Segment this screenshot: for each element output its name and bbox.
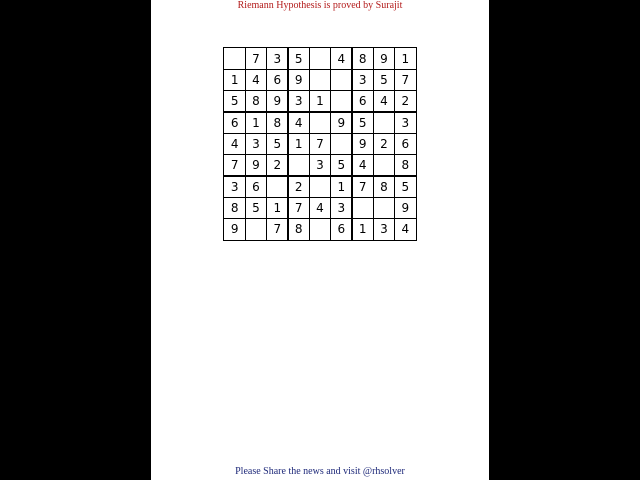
sudoku-cell[interactable]: 2 <box>401 94 410 109</box>
sudoku-cell[interactable]: 4 <box>316 200 324 215</box>
sudoku-cell[interactable]: 3 <box>294 94 303 109</box>
sudoku-cell[interactable]: 5 <box>252 200 260 215</box>
sudoku-cell[interactable] <box>309 112 330 133</box>
sudoku-cell[interactable] <box>373 112 394 133</box>
sudoku-cell[interactable]: 6 <box>401 136 410 151</box>
sudoku-cell[interactable]: 3 <box>273 51 282 66</box>
sudoku-cell[interactable]: 6 <box>358 94 367 109</box>
sudoku-cell[interactable]: 9 <box>358 136 367 151</box>
sudoku-cell[interactable]: 4 <box>252 72 260 87</box>
sudoku-cell[interactable] <box>373 155 394 176</box>
sudoku-cell[interactable]: 6 <box>252 179 260 194</box>
sudoku-cell[interactable]: 8 <box>380 179 388 194</box>
sudoku-cell[interactable]: 3 <box>380 222 388 237</box>
sudoku-cell[interactable]: 3 <box>401 115 410 130</box>
page <box>151 0 489 480</box>
sudoku-cell[interactable]: 9 <box>273 94 282 109</box>
sudoku-cell[interactable]: 1 <box>252 115 260 130</box>
sudoku-cell[interactable] <box>309 219 330 240</box>
sudoku-cell[interactable] <box>309 69 330 90</box>
sudoku-cell[interactable]: 6 <box>230 115 239 130</box>
sudoku-cell[interactable] <box>224 48 245 69</box>
sudoku-cell[interactable]: 7 <box>252 51 260 66</box>
sudoku-cell[interactable]: 4 <box>230 136 239 151</box>
sudoku-cell[interactable] <box>352 197 373 218</box>
sudoku-cell[interactable]: 9 <box>294 72 303 87</box>
sudoku-cell[interactable] <box>331 69 352 90</box>
sudoku-cell[interactable] <box>309 48 330 69</box>
sudoku-cell[interactable]: 1 <box>230 72 239 87</box>
sudoku-cell[interactable]: 1 <box>294 136 303 151</box>
sudoku-cell[interactable]: 4 <box>401 222 410 237</box>
sudoku-cell[interactable]: 7 <box>358 179 367 194</box>
sudoku-cell[interactable]: 8 <box>358 51 367 66</box>
sudoku-cell[interactable]: 8 <box>273 115 282 130</box>
sudoku-cell[interactable]: 2 <box>273 158 282 173</box>
sudoku-board <box>223 47 417 241</box>
sudoku-cell[interactable]: 5 <box>273 136 282 151</box>
sudoku-cell[interactable]: 4 <box>337 51 346 66</box>
sudoku-cell[interactable]: 1 <box>337 179 346 194</box>
sudoku-cell[interactable]: 8 <box>230 200 239 215</box>
sudoku-cell[interactable]: 2 <box>380 136 388 151</box>
sudoku-cell[interactable]: 7 <box>273 222 282 237</box>
sudoku-cell[interactable]: 3 <box>230 179 239 194</box>
page-title: Riemann Hypothesis is proved by Surajit <box>237 0 403 11</box>
sudoku-cell[interactable]: 2 <box>294 179 303 194</box>
sudoku-cell[interactable]: 7 <box>401 72 410 87</box>
sudoku-cell[interactable]: 3 <box>337 200 346 215</box>
sudoku-cell[interactable]: 5 <box>294 51 303 66</box>
sudoku-cell[interactable]: 9 <box>252 158 260 173</box>
sudoku-cell[interactable]: 4 <box>380 94 388 109</box>
sudoku-cell[interactable]: 1 <box>273 200 282 215</box>
sudoku-cell[interactable]: 9 <box>337 115 346 130</box>
sudoku-cell[interactable]: 1 <box>358 222 367 237</box>
sudoku-cell[interactable]: 3 <box>252 136 260 151</box>
sudoku-cell[interactable]: 3 <box>358 72 367 87</box>
sudoku-cell[interactable]: 6 <box>273 72 282 87</box>
sudoku-cell[interactable]: 7 <box>294 200 303 215</box>
sudoku-cell[interactable] <box>267 176 288 197</box>
sudoku-cell[interactable] <box>373 197 394 218</box>
sudoku-cell[interactable]: 3 <box>316 158 324 173</box>
sudoku-cell[interactable]: 9 <box>401 200 410 215</box>
sudoku-cell[interactable]: 8 <box>294 222 303 237</box>
sudoku-cell[interactable] <box>331 91 352 112</box>
sudoku-cell[interactable]: 4 <box>358 158 367 173</box>
sudoku-cell[interactable]: 7 <box>316 136 324 151</box>
sudoku-cell[interactable] <box>309 176 330 197</box>
sudoku-cell[interactable]: 5 <box>358 115 367 130</box>
sudoku-cell[interactable]: 1 <box>401 51 410 66</box>
sudoku-cell[interactable]: 8 <box>401 158 410 173</box>
sudoku-cell[interactable]: 9 <box>230 222 239 237</box>
sudoku-cell[interactable] <box>288 155 309 176</box>
sudoku-cell[interactable]: 5 <box>230 94 239 109</box>
sudoku-cell[interactable] <box>245 219 266 240</box>
sudoku-cell[interactable]: 1 <box>316 94 324 109</box>
sudoku-cell[interactable]: 6 <box>337 222 346 237</box>
sudoku-cell[interactable]: 9 <box>380 51 388 66</box>
sudoku-cell[interactable]: 5 <box>380 72 388 87</box>
sudoku-cell[interactable] <box>331 133 352 154</box>
sudoku-cell[interactable]: 8 <box>252 94 260 109</box>
sudoku-cell[interactable]: 4 <box>294 115 303 130</box>
sudoku-cell[interactable]: 5 <box>401 179 410 194</box>
sudoku-cell[interactable]: 5 <box>337 158 346 173</box>
footer-text: Please Share the news and visit @rhsolver <box>235 466 405 477</box>
sudoku-cell[interactable]: 7 <box>230 158 239 173</box>
